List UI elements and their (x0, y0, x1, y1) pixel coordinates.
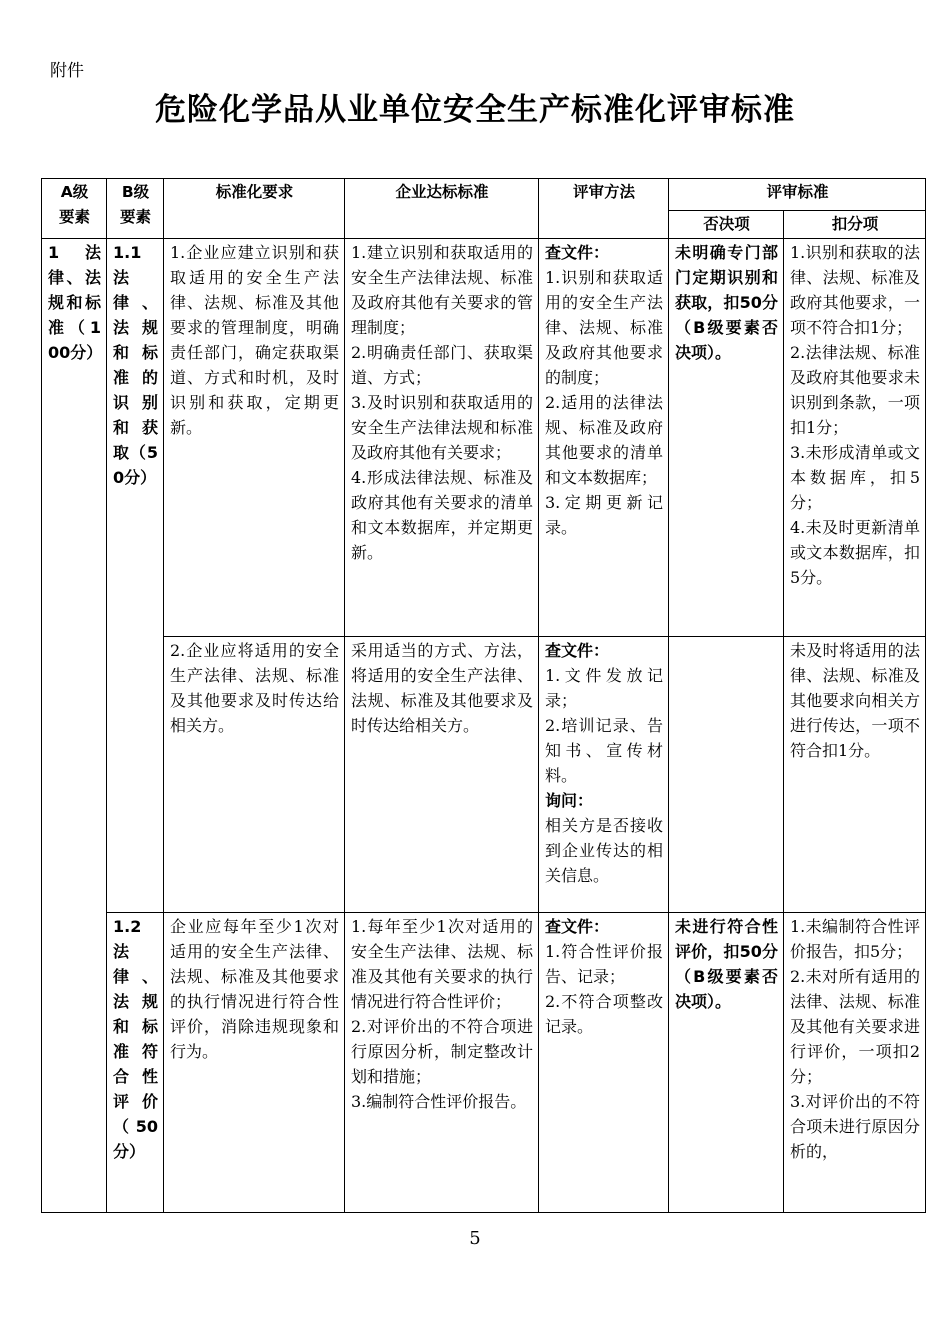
col-b-level: B级 要素 (107, 179, 164, 239)
a-element-cell: 1 法律、法规和标准（100分） (42, 239, 107, 1213)
col-review-standard: 评审标准 (669, 179, 926, 211)
compliance-cell: 1.每年至少1次对适用的安全生产法律、法规、标准及其他有关要求的执行情况进行符合性评价； 2.对评价出的不符合项进行原因分析，制定整改计划和措施； 3.编制符合性评价报告。 (345, 913, 539, 1213)
col-deduction: 扣分项 (784, 211, 926, 239)
attachment-label: 附件 (50, 61, 84, 81)
deduction-cell: 1.识别和获取的法律、法规、标准及政府其他要求，一项不符合扣1分； 2.法律法规、标准及政府其他要求未识别到条款，一项扣1分； 3.未形成清单或文本数据库，扣5分； 4.未及时更新清单或文本数据库，扣5分。 (784, 239, 926, 637)
page-number: 5 (469, 1228, 481, 1249)
inquiry-heading: 询问： (545, 791, 594, 810)
deduction-cell: 未及时将适用的法律、法规、标准及其他要求向相关方进行传达，一项不符合扣1分。 (784, 637, 926, 913)
method-heading: 查文件： (545, 917, 610, 936)
deduction-cell: 1.未编制符合性评价报告，扣5分； 2.未对所有适用的法律、法规、标准及其他有关要求进行评价，一项扣2分； 3.对评价出的不符合项未进行原因分析的， (784, 913, 926, 1213)
veto-cell (669, 637, 784, 913)
col-requirement: 标准化要求 (164, 179, 345, 239)
requirement-cell: 企业应每年至少1次对适用的安全生产法律、法规、标准及其他要求的执行情况进行符合性评价，消除违规现象和行为。 (164, 913, 345, 1213)
standards-table (41, 178, 926, 1213)
method-cell (539, 637, 669, 913)
table-row (42, 239, 926, 637)
compliance-cell: 1.建立识别和获取适用的安全生产法律法规、标准及政府其他有关要求的管理制度； 2.明确责任部门、获取渠道、方式； 3.及时识别和获取适用的安全生产法律法规和标准及政府其他有关要求； 4.形成法律法规、标准及政府其他有关要求的清单和文本数据库，并定期更新。 (345, 239, 539, 637)
b-element-cell: 1.2 法律、法规和标准符合性评价（50分） (107, 913, 164, 1213)
veto-cell: 未明确专门部门定期识别和获取，扣50分（B级要素否决项）。 (669, 239, 784, 637)
method-cell (539, 913, 669, 1213)
method-text: 1.识别和获取适用的安全生产法律、法规、标准及政府其他要求的制度； 2.适用的法律法规、标准及政府其他要求的清单和文本数据库； 3.定期更新记录。 (545, 268, 663, 537)
method-cell (539, 239, 669, 637)
table-header-row (42, 179, 926, 211)
col-method: 评审方法 (539, 179, 669, 239)
method-heading: 查文件： (545, 243, 610, 262)
b-element-cell: 1.1 法律、法规和标准的识别和获取（50分） (107, 239, 164, 913)
requirement-cell: 1.企业应建立识别和获取适用的安全生产法律、法规、标准及其他要求的管理制度，明确责任部门，确定获取渠道、方式和时机，及时识别和获取，定期更新。 (164, 239, 345, 637)
veto-cell: 未进行符合性评价，扣50分（B级要素否决项）。 (669, 913, 784, 1213)
compliance-cell: 采用适当的方式、方法，将适用的安全生产法律、法规、标准及其他要求及时传达给相关方。 (345, 637, 539, 913)
document-title: 危险化学品从业单位安全生产标准化评审标准 (155, 92, 795, 128)
method-text: 1.文件发放记录； 2.培训记录、告知书、宣传材料。 (545, 666, 663, 785)
col-veto: 否决项 (669, 211, 784, 239)
inquiry-text: 相关方是否接收到企业传达的相关信息。 (545, 816, 663, 885)
method-text: 1.符合性评价报告、记录； 2.不符合项整改记录。 (545, 942, 663, 1036)
requirement-cell: 2.企业应将适用的安全生产法律、法规、标准及其他要求及时传达给相关方。 (164, 637, 345, 913)
table-row (42, 637, 926, 913)
method-heading: 查文件： (545, 641, 610, 660)
col-a-level: A级 要素 (42, 179, 107, 239)
table-row (42, 913, 926, 1213)
col-compliance: 企业达标标准 (345, 179, 539, 239)
